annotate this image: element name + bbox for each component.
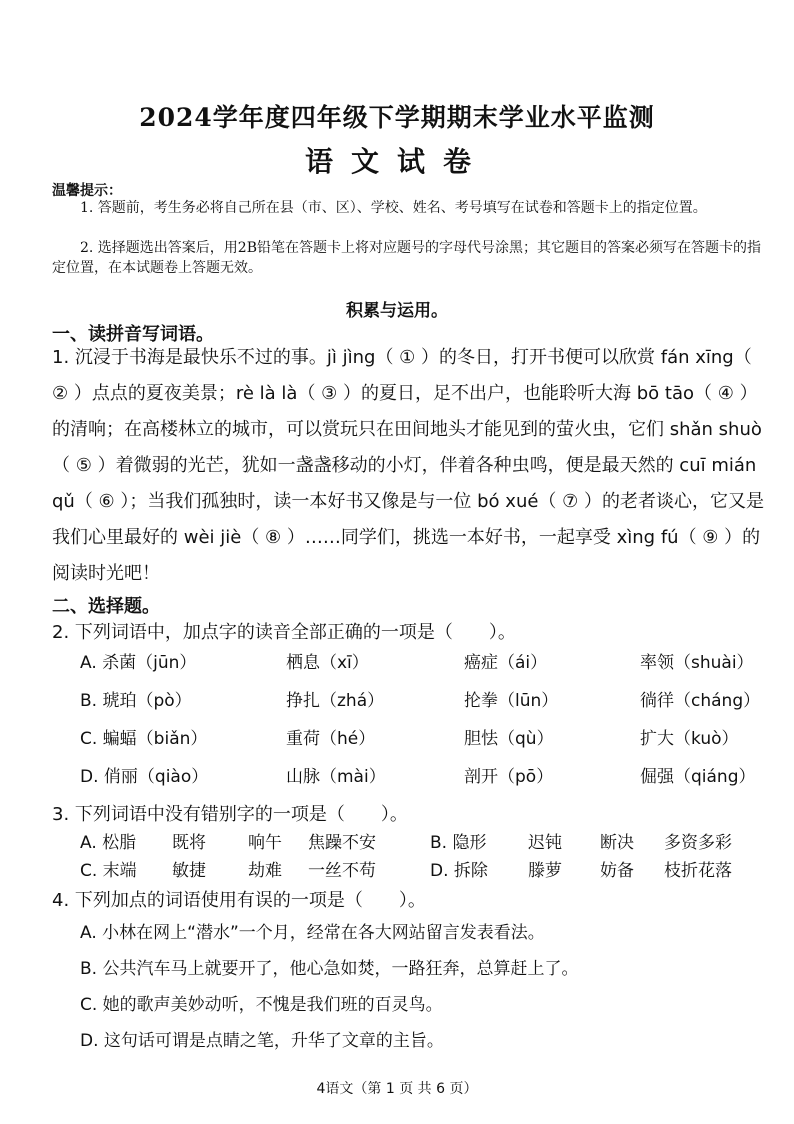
q3-a-2: 既将 [172, 833, 206, 853]
q3-a-1: A. 松脂 [80, 833, 137, 853]
q3-option-row-ab [80, 828, 770, 853]
q3-option-row-cd [80, 856, 770, 881]
q3-d-4: 枝折花落 [664, 861, 732, 881]
tip-2: 2. 选择题选出答案后，用2B铅笔在答题卡上将对应题号的字母代号涂黑；其它题目的答案必须写在答题卡的指定位置，在本试题卷上答题无效。 [52, 240, 762, 276]
page-footer: 4语文（第 1 页 共 6 页） [316, 1081, 478, 1097]
q3-b-3: 断决 [600, 833, 634, 853]
q2-a-4: 率领（shuài） [640, 653, 754, 673]
q2-a-1: A. 杀菌（jūn） [80, 653, 197, 673]
q2-c-4: 扩大（kuò） [640, 729, 739, 749]
q2-d-3: 剖开（pō） [464, 767, 554, 787]
q2-option-row-b [80, 686, 770, 711]
question-2-stem: 2. 下列词语中，加点字的读音全部正确的一项是（ ）。 [52, 622, 516, 643]
question-3-stem: 3. 下列词语中没有错别字的一项是（ ）。 [52, 804, 408, 825]
q2-option-row-d [80, 762, 770, 787]
q3-c-4: 一丝不苟 [308, 861, 376, 881]
q2-d-2: 山脉（mài） [286, 767, 386, 787]
q3-a-4: 焦躁不安 [308, 833, 376, 853]
q3-c-3: 劫难 [248, 861, 282, 881]
q3-b-2: 迟钝 [528, 833, 562, 853]
exam-title: 2024学年度四年级下学期期末学业水平监测 [139, 103, 655, 132]
section-2-heading: 二、选择题。 [52, 596, 160, 617]
question-4-stem: 4. 下列加点的词语使用有误的一项是（ ）。 [52, 890, 426, 911]
part-heading: 积累与运用。 [346, 301, 448, 321]
q3-b-1: B. 隐形 [430, 833, 487, 853]
q2-a-2: 栖息（xī） [286, 653, 369, 673]
q4-option-d: D. 这句话可谓是点睛之笔，升华了文章的主旨。 [80, 1031, 444, 1051]
tip-1: 1. 答题前，考生务必将自己所在县（市、区）、学校、姓名、考号填写在试卷和答题卡上的指定位置。 [80, 200, 707, 216]
q2-c-2: 重荷（hé） [286, 729, 376, 749]
q2-option-row-c [80, 724, 770, 749]
q2-option-row-a [80, 648, 770, 673]
q3-a-3: 响午 [248, 833, 282, 853]
q3-d-3: 妨备 [600, 861, 634, 881]
q3-c-2: 敏捷 [172, 861, 206, 881]
q3-b-4: 多资多彩 [664, 833, 732, 853]
q3-d-1: D. 拆除 [430, 861, 488, 881]
q2-b-2: 挣扎（zhá） [286, 691, 385, 711]
q4-option-c: C. 她的歌声美妙动听，不愧是我们班的百灵鸟。 [80, 995, 443, 1015]
question-1-text: 1. 沉浸于书海是最快乐不过的事。jì jìng（ ① ）的冬日，打开书便可以欣赏 fán xīng（ ② ）点点的夏夜美景；rè là là（ ③ ）的夏日，足不出户，也能聆听大海 bō tāo（ ④ ）的清响；在高楼林立的城市，可以赏玩只在田间地头才能见到的萤火虫，它们 shǎn shuò（ ⑤ ）着微弱的光芒，犹如一盏盏移动的小灯，伴着各种虫鸣，便是最天然的 cuī mián qǔ（ ⑥ ）；当我们孤独时，读一本好书又像是与一位 bó xué（ ⑦ ）的老者谈心，它又是我们心里最好的 wèi jiè（ ⑧ ）……同学们，挑选一本好书，一起享受 xìng fú（ ⑨ ）的阅读时光吧！ [52, 347, 765, 584]
q2-b-4: 徜徉（cháng） [640, 691, 761, 711]
tips-heading: 温馨提示： [52, 183, 122, 199]
q2-c-3: 胆怯（qù） [464, 729, 554, 749]
q2-c-1: C. 蝙蝠（biǎn） [80, 729, 208, 749]
q4-option-b: B. 公共汽车马上就要开了，他心急如焚，一路狂奔，总算赶上了。 [80, 959, 579, 979]
q2-d-4: 倔强（qiáng） [640, 767, 756, 787]
q3-d-2: 滕萝 [528, 861, 562, 881]
q2-d-1: D. 俏丽（qiào） [80, 767, 209, 787]
q2-b-3: 抡拳（lūn） [464, 691, 559, 711]
q3-c-1: C. 末端 [80, 861, 137, 881]
exam-subtitle: 语文试卷 [304, 145, 489, 178]
q2-a-3: 癌症（ái） [464, 653, 548, 673]
q4-option-a: A. 小林在网上“潜水”一个月，经常在各大网站留言发表看法。 [80, 923, 545, 943]
section-1-heading: 一、读拼音写词语。 [52, 324, 214, 345]
q2-b-1: B. 琥珀（pò） [80, 691, 192, 711]
